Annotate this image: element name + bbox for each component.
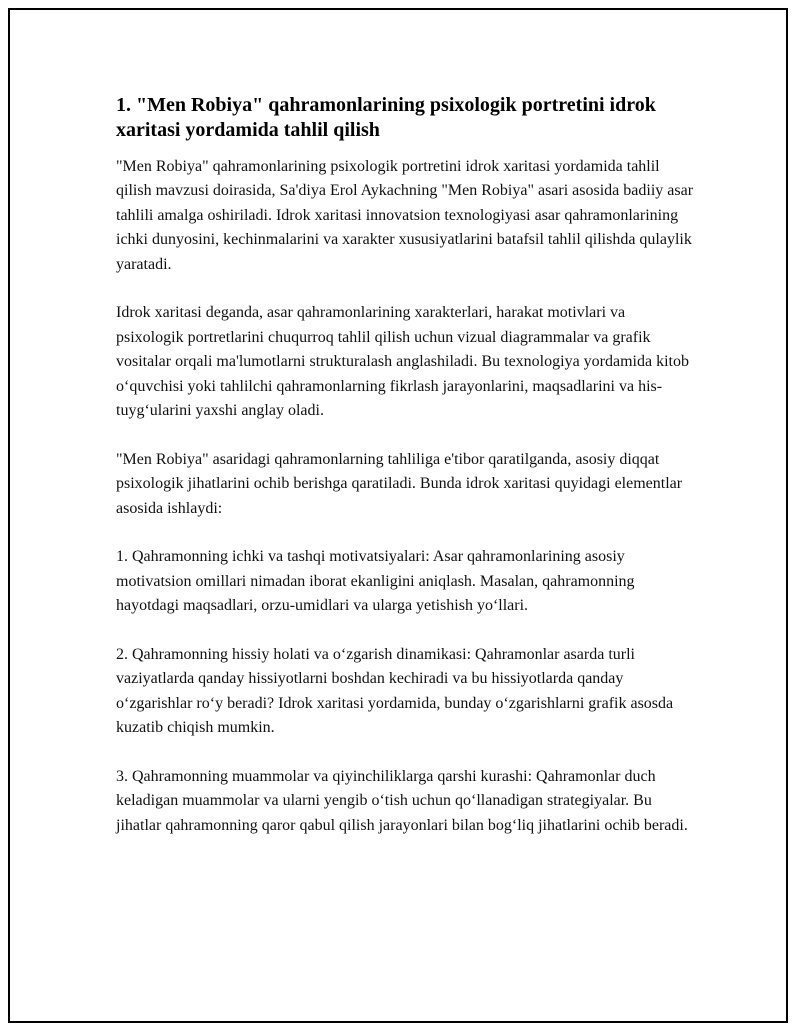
section-heading: 1. "Men Robiya" qahramonlarining psixologik portretini idrok xaritasi yordamida tahlil qilish	[116, 94, 656, 141]
list-item-emotional-state: 2. Qahramonning hissiy holati va o‘zgarish dinamikasi: Qahramonlar asarda turli vaziyatlarda qanday hissiyotlarni boshdan kechiradi va bu hissiyotlarda qanday o‘zgarishlar ro‘y beradi? Idrok xaritasi yordamida, bunday o‘zgarishlarni grafik asosda kuzatib chiqish mumkin.	[116, 646, 674, 737]
paragraph-definition: Idrok xaritasi deganda, asar qahramonlarining xarakterlari, harakat motivlari va psixologik portretlarini chuqurroq tahlil qilish uchun vizual diagrammalar va grafik vositalar orqali ma'lumotlarni strukturalash anglashiladi. Bu texnologiya yordamida kitob o‘quvchisi yoki tahlilchi qahramonlarning fikrlash jarayonlarini, maqsadlarini va his-tuyg‘ularini yaxshi anglay oladi.	[116, 304, 689, 420]
document-body	[116, 93, 696, 863]
list-item-motivations: 1. Qahramonning ichki va tashqi motivatsiyalari: Asar qahramonlarining asosiy motivatsion omillari nimadan iborat ekanligini aniqlash. Masalan, qahramonning hayotdagi maqsadlari, orzu-umidlari va ularga yetishish yo‘llari.	[116, 548, 635, 615]
paragraph-intro: "Men Robiya" qahramonlarining psixologik portretini idrok xaritasi yordamida tahlil qilish mavzusi doirasida, Sa'diya Erol Aykachning "Men Robiya" asari asosida badiiy asar tahlili amalga oshiriladi. Idrok xaritasi innovatsion texnologiyasi asar qahramonlarining ichki dunyosini, kechinmalarini va xarakter xususiyatlarini batafsil tahlil qilishda qulaylik yaratadi.	[116, 158, 694, 273]
list-item-struggles: 3. Qahramonning muammolar va qiyinchiliklarga qarshi kurashi: Qahramonlar duch keladigan muammolar va ularni yengib o‘tish uchun qo‘llanadigan strategiyalar. Bu jihatlar qahramonning qaror qabul qilish jarayonlari bilan bog‘liq jihatlarini ochib beradi.	[116, 768, 688, 834]
paragraph-focus: "Men Robiya" asaridagi qahramonlarning tahliliga e'tibor qaratilganda, asosiy diqqat psixologik jihatlarini ochib berishga qaratiladi. Bunda idrok xaritasi quyidagi elementlar asosida ishlaydi:	[116, 450, 683, 517]
